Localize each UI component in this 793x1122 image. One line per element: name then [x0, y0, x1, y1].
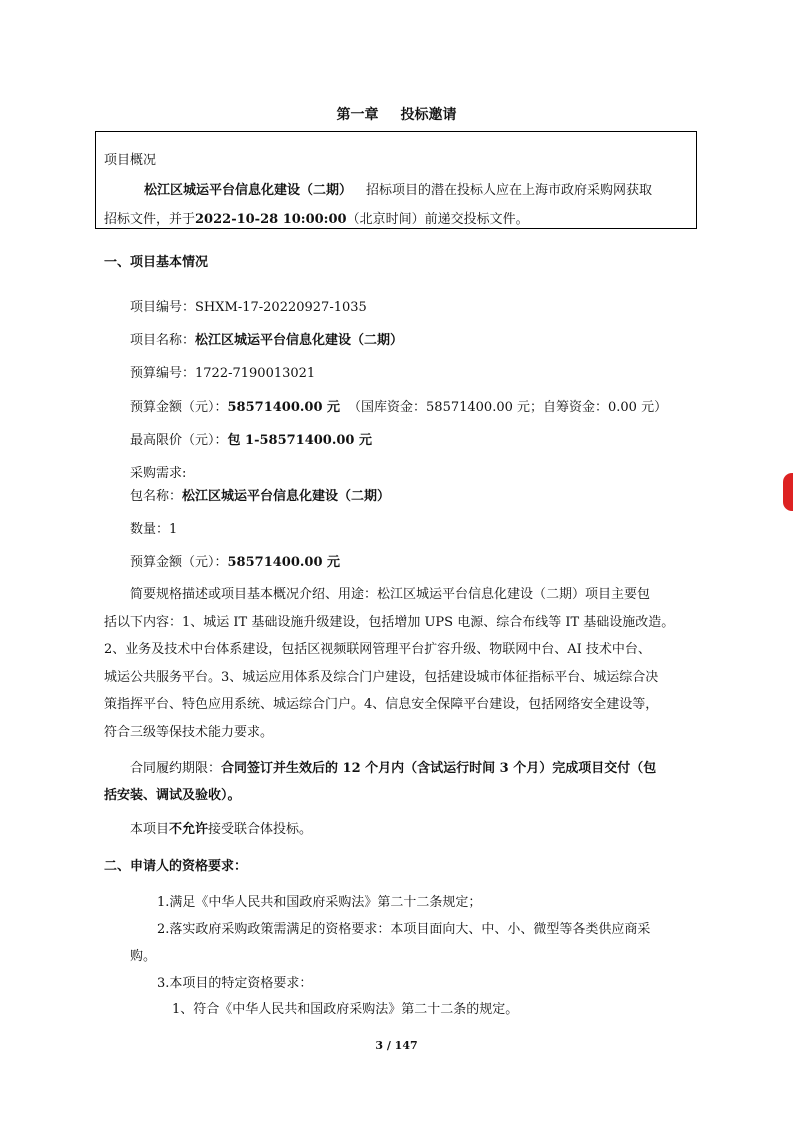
budget-number-row: [130, 362, 315, 381]
budget-funding-detail: （国库资金：58571400.00 元；自筹资金：0.00 元）: [348, 400, 668, 415]
consortium-suffix: 接受联合体投标。: [208, 822, 313, 837]
contract-period-continuation: 括安装、调试及验收）。: [104, 788, 241, 803]
project-name-value: 松江区城运平台信息化建设（二期）: [195, 333, 404, 348]
quantity-value: 1: [169, 522, 178, 537]
qualification-item-3: 3.本项目的特定资格要求：: [157, 976, 313, 991]
description-line: 简要规格描述或项目基本概况介绍、用途：松江区城运平台信息化建设（二期）项目主要包: [130, 587, 651, 602]
budget-amount-label: 预算金额（元）：: [130, 400, 228, 415]
overview-line-1-text: 招标项目的潜在投标人应在上海市政府采购网获取: [366, 183, 653, 198]
qualification-item-2-continuation: 购。: [130, 949, 157, 964]
description-line: 符合三级等保技术能力要求。: [104, 725, 274, 740]
consortium-not-allowed: 不允许: [169, 822, 209, 837]
description-line: 城运公共服务平台。3、城运应用体系及综合门户建设，包括建设城市体征指标平台、城运综合决: [104, 670, 659, 685]
budget-amount-row: [130, 396, 667, 415]
max-price-row: [130, 429, 372, 448]
max-price-value: 包 1-58571400.00 元: [227, 433, 372, 448]
overview-line-2-prefix: 招标文件，并于: [104, 212, 196, 227]
project-number-row: [130, 296, 367, 315]
section-2-title: 二、申请人的资格要求：: [104, 859, 248, 874]
quantity-row: [130, 518, 177, 537]
contract-period-row: [130, 757, 656, 776]
budget-number-label: 预算编号：: [130, 366, 196, 381]
qualification-item-2: 2.落实政府采购政策需满足的资格要求：本项目面向大、中、小、微型等各类供应商采: [157, 922, 651, 937]
section-1-title: 一、项目基本情况: [104, 255, 209, 270]
chapter-title: [0, 104, 793, 124]
package-name-value: 松江区城运平台信息化建设（二期）: [182, 489, 391, 504]
seal-stamp-edge: [783, 473, 793, 511]
budget-number-value: 1722-7190013021: [195, 366, 316, 381]
project-overview-box: [95, 131, 697, 229]
chapter-number: 第一章: [336, 107, 379, 123]
project-number-label: 项目编号：: [130, 300, 196, 315]
project-name-label: 项目名称：: [130, 333, 196, 348]
purchase-requirements-label: 采购需求:: [130, 466, 187, 481]
chapter-name: 投标邀请: [400, 107, 457, 123]
package-name-row: [130, 485, 390, 504]
page-number: 3 / 147: [375, 1039, 418, 1052]
consortium-row: [130, 818, 312, 837]
consortium-prefix: 本项目: [130, 822, 170, 837]
quantity-label: 数量：: [130, 522, 170, 537]
qualification-item-3-sub-1: 1、符合《中华人民共和国政府采购法》第二十二条的规定。: [172, 1002, 519, 1017]
description-line: 括以下内容：1、城运 IT 基础设施升级建设，包括增加 UPS 电源、综合布线等 IT 基础设施改造。: [104, 615, 675, 630]
contract-period-value: 合同签订并生效后的 12 个月内（含试运行时间 3 个月）完成项目交付（包: [221, 761, 657, 776]
overview-line-2: [104, 208, 529, 227]
package-name-label: 包名称：: [130, 489, 183, 504]
description-line: 策指挥平台、特色应用系统、城运综合门户。4、信息安全保障平台建设，包括网络安全建设等，: [104, 697, 659, 712]
package-budget-row: [130, 551, 340, 570]
budget-amount-value: 58571400.00 元: [227, 400, 341, 415]
description-line: 2、业务及技术中台体系建设，包括区视频联网管理平台扩容升级、物联网中台、AI 技术中台、: [104, 642, 651, 657]
overview-line-2-suffix: （北京时间）前递交投标文件。: [346, 212, 529, 227]
max-price-label: 最高限价（元）：: [130, 433, 228, 448]
package-budget-value: 58571400.00 元: [227, 555, 341, 570]
overview-deadline: 2022-10-28 10:00:00: [195, 212, 347, 227]
qualification-item-1: 1.满足《中华人民共和国政府采购法》第二十二条规定；: [157, 895, 482, 910]
package-budget-label: 预算金额（元）：: [130, 555, 228, 570]
overview-project-name: 松江区城运平台信息化建设（二期）: [144, 183, 353, 198]
project-name-row: [130, 329, 403, 348]
overview-heading: 项目概况: [104, 153, 157, 168]
contract-period-label: 合同履约期限：: [130, 761, 222, 776]
project-number-value: SHXM-17-20220927-1035: [195, 300, 367, 315]
overview-line-1: [144, 179, 652, 198]
